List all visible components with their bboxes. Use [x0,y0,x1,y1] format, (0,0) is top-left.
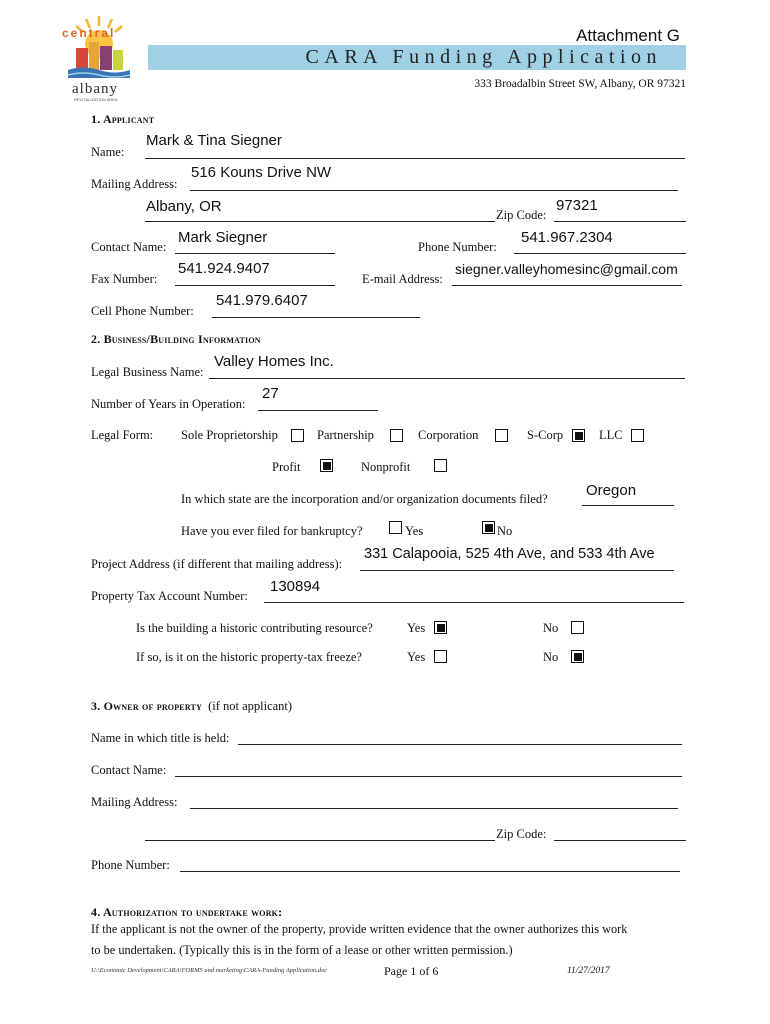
tax-account-label: Property Tax Account Number: [91,589,248,603]
fax-number-field-line[interactable] [175,285,335,286]
legal-business-name-label: Legal Business Name: [91,365,204,379]
project-address-value[interactable]: 331 Calapooia, 525 4th Ave, and 533 4th Ave [364,546,655,562]
title-held-field-line[interactable] [238,744,682,745]
phone-number-label: Phone Number: [418,240,497,254]
zip-code-field-line[interactable] [554,221,686,222]
fax-number-label: Fax Number: [91,272,158,286]
phone-number-field-line[interactable] [514,253,686,254]
freeze-yes-label: Yes [407,650,426,664]
checkbox-historic-yes[interactable] [434,621,447,634]
email-label: E-mail Address: [362,272,443,286]
logo-tagline: REVITALIZATION AREA [74,97,118,102]
historic-no-label: No [543,621,559,635]
cell-phone-value[interactable]: 541.979.6407 [216,292,308,309]
form-option-label-sole-proprietorship: Sole Proprietorship [181,428,278,442]
attachment-label: Attachment G [576,26,680,45]
cell-phone-label: Cell Phone Number: [91,304,194,318]
section-1-heading: 1. Applicant [91,112,155,126]
phone-number-value[interactable]: 541.967.2304 [521,229,613,246]
contact-name-field-line[interactable] [175,253,335,254]
fax-number-value[interactable]: 541.924.9407 [178,260,270,277]
mailing-address-label: Mailing Address: [91,177,178,191]
mailing-address-field-line[interactable] [190,190,678,191]
zip-code-label: Zip Code: [496,208,547,222]
name-field-line[interactable] [145,158,685,159]
owner-zip-code-field-line[interactable] [554,840,686,841]
mailing-address-value[interactable]: 516 Kouns Drive NW [191,164,332,181]
contact-name-value[interactable]: Mark Siegner [178,229,268,246]
logo-word-central: central [62,26,116,40]
section-3-heading: 3. Owner of property [91,699,203,713]
bankruptcy-label: Have you ever filed for bankruptcy? [181,524,363,538]
incorporation-state-value[interactable]: Oregon [586,482,637,499]
bankruptcy-yes-label: Yes [405,524,424,538]
zip-code-value[interactable]: 97321 [556,197,598,214]
owner-mailing-address-field-line[interactable] [190,808,678,809]
profit-label: Profit [272,460,301,474]
page-title: CARA Funding Application [305,46,662,68]
section-3-note: (if not applicant) [208,699,293,713]
email-field-line[interactable] [452,285,682,286]
city-value[interactable]: Albany, OR [146,198,222,215]
owner-contact-name-label: Contact Name: [91,763,167,777]
section-3-heading-row [91,699,292,714]
owner-mailing-address-label: Mailing Address: [91,795,178,809]
incorporation-state-field-line[interactable] [582,505,674,506]
name-value[interactable]: Mark & Tina Siegner [146,132,282,149]
checkbox-freeze-yes[interactable] [434,650,447,663]
nonprofit-label: Nonprofit [361,460,411,474]
owner-phone-number-label: Phone Number: [91,858,170,872]
project-address-field-line[interactable] [360,570,674,571]
checkbox-partnership[interactable] [390,429,403,442]
footer-page-number: Page 1 of 6 [384,964,439,978]
checkbox-freeze-no[interactable] [571,650,584,663]
city-field-line[interactable] [145,221,495,222]
owner-city-field-line[interactable] [145,840,495,841]
legal-business-name-value[interactable]: Valley Homes Inc. [214,353,334,370]
form-option-label-s-corp: S-Corp [527,428,564,442]
checkbox-s-corp[interactable] [572,429,585,442]
section-2-heading: 2. Business/Building Information [91,332,261,346]
title-held-label: Name in which title is held: [91,731,230,745]
form-option-label-llc: LLC [599,428,623,442]
form-option-label-partnership: Partnership [317,428,374,442]
form-option-label-corporation: Corporation [418,428,479,442]
cell-phone-field-line[interactable] [212,317,420,318]
section-4-body-line-2: to be undertaken. (Typically this is in the form of a lease or other written permission.) [91,943,513,957]
legal-business-name-field-line[interactable] [209,378,685,379]
checkbox-historic-no[interactable] [571,621,584,634]
checkbox-sole-proprietorship[interactable] [291,429,304,442]
checkbox-profit[interactable] [320,459,333,472]
freeze-no-label: No [543,650,559,664]
logo [58,12,140,104]
logo-word-albany: albany [72,81,118,97]
section-4-body-line-1: If the applicant is not the owner of the property, provide written evidence that the owner authorizes this work [91,922,628,936]
owner-zip-code-label: Zip Code: [496,827,547,841]
incorporation-state-label: In which state are the incorporation and/or organization documents filed? [181,492,548,506]
bankruptcy-no-label: No [497,524,513,538]
tax-account-field-line[interactable] [264,602,684,603]
owner-phone-number-field-line[interactable] [180,871,680,872]
project-address-label: Project Address (if different that mailing address): [91,557,343,571]
email-value[interactable]: siegner.valleyhomesinc@gmail.com [455,261,678,277]
header-address: 333 Broadalbin Street SW, Albany, OR 97321 [474,78,686,90]
years-in-operation-value[interactable]: 27 [262,385,279,402]
tax-account-value[interactable]: 130894 [270,578,321,595]
name-label: Name: [91,145,125,159]
checkbox-llc[interactable] [631,429,644,442]
checkbox-nonprofit[interactable] [434,459,447,472]
footer-file-path: U:\Economic Development\CARA\FORMS and marketing\CARA-Funding Application.doc [91,967,328,974]
legal-form-label: Legal Form: [91,428,154,442]
footer-date: 11/27/2017 [567,966,610,976]
historic-resource-question: Is the building a historic contributing resource? [136,621,373,635]
tax-freeze-question: If so, is it on the historic property-tax freeze? [136,650,362,664]
contact-name-label: Contact Name: [91,240,167,254]
section-4-heading: 4. Authorization to undertake work: [91,905,283,919]
title-bar [148,45,686,70]
historic-yes-label: Yes [407,621,426,635]
checkbox-bankruptcy-no[interactable] [482,521,495,534]
checkbox-bankruptcy-yes[interactable] [389,521,402,534]
years-in-operation-label: Number of Years in Operation: [91,397,246,411]
owner-contact-name-field-line[interactable] [175,776,682,777]
years-in-operation-field-line[interactable] [258,410,378,411]
checkbox-corporation[interactable] [495,429,508,442]
